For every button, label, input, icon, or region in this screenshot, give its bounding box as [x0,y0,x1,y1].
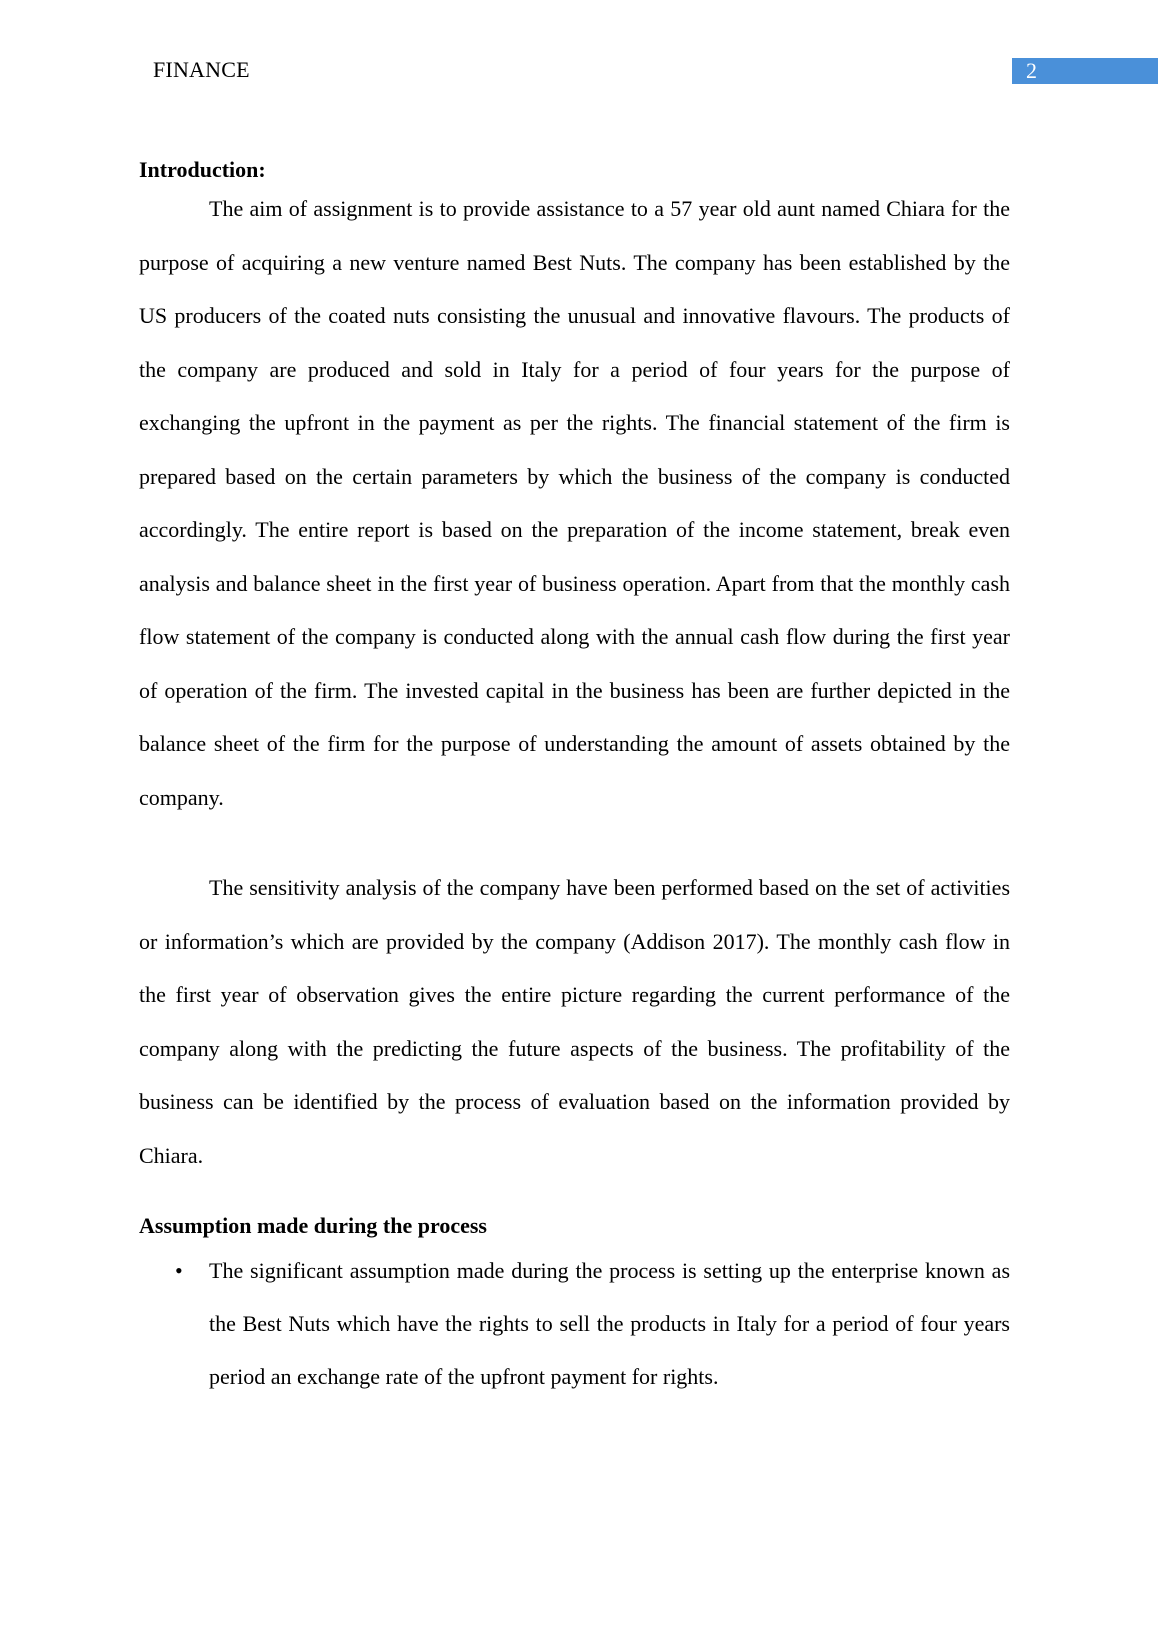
list-item [139,1244,1010,1403]
assumptions-list [139,1244,1010,1403]
introduction-heading: Introduction: [139,157,266,182]
header-title: FINANCE [153,57,250,82]
list-item-text: The significant assumption made during the process is setting up the enterprise known as the Best Nuts which have the rights to sell the products in Italy for a period of four years period an exchange rate of the upfront payment for rights. [209,1258,1010,1389]
page-number: 2 [1026,58,1037,83]
assumptions-heading: Assumption made during the process [139,1213,487,1238]
introduction-paragraph-2: The sensitivity analysis of the company have been performed based on the set of activities or information’s which are provided by the company (Addison 2017). The monthly cash flow in the first year of observation gives the entire picture regarding the current performance of the company along with the predicting the future aspects of the business. The profitability of the business can be identified by the process of evaluation based on the information provided by Chiara. [139,875,1010,1168]
page-number-badge [1012,58,1158,84]
bullet-icon: • [175,1258,183,1283]
introduction-paragraph-1: The aim of assignment is to provide assistance to a 57 year old aunt named Chiara for the purpose of acquiring a new venture named Best Nuts. The company has been established by the US producers of the coated nuts consisting the unusual and innovative flavours. The products of the company are produced and sold in Italy for a period of four years for the purpose of exchanging the upfront in the payment as per the rights. The financial statement of the firm is prepared based on the certain parameters by which the business of the company is conducted accordingly. The entire report is based on the preparation of the income statement, break even analysis and balance sheet in the first year of business operation. Apart from that the monthly cash flow statement of the company is conducted along with the annual cash flow during the first year of operation of the firm. The invested capital in the business has been are further depicted in the balance sheet of the firm for the purpose of understanding the amount of assets obtained by the company. [139,196,1010,810]
